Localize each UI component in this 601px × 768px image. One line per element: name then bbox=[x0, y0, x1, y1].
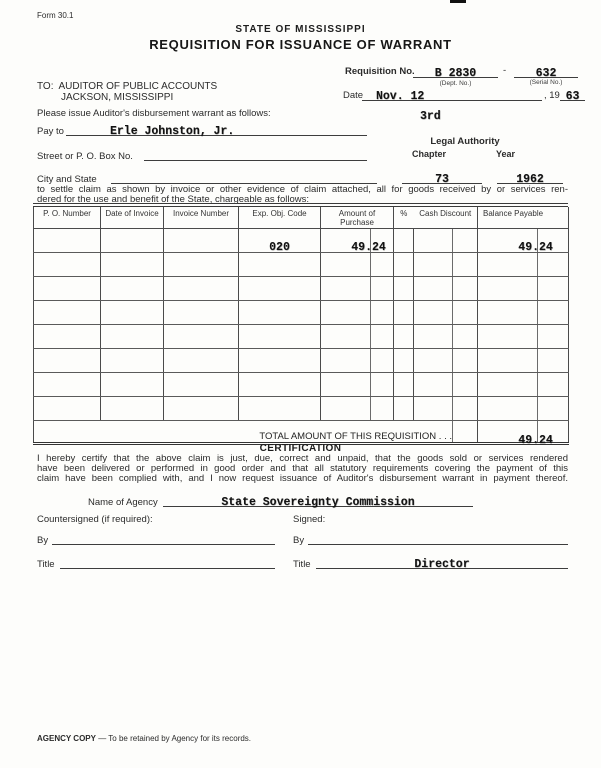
cell-po-number bbox=[34, 252, 101, 276]
cell-exp-obj-code bbox=[239, 300, 321, 324]
cell-date-of-invoice bbox=[101, 372, 164, 396]
instruction-text: Please issue Auditor's disbursement warrant as follows: bbox=[37, 108, 271, 119]
table-row bbox=[34, 324, 569, 348]
cell-percent bbox=[394, 348, 414, 372]
header-amount-of-purchase: Amount of Purchase bbox=[321, 207, 394, 228]
legal-year-value: 1962 bbox=[516, 173, 544, 186]
cell-discount-dollars bbox=[414, 252, 453, 276]
cell-percent bbox=[394, 300, 414, 324]
cell-amount-cents bbox=[371, 396, 394, 420]
pay-to-field bbox=[66, 120, 367, 136]
title-right-label: Title bbox=[293, 559, 311, 570]
city-state-field bbox=[111, 168, 377, 184]
serial-no-sublabel: (Serial No.) bbox=[529, 79, 563, 86]
table-row bbox=[34, 300, 569, 324]
cell-exp-obj-code bbox=[239, 324, 321, 348]
date-value: Nov. 12 bbox=[376, 90, 425, 103]
cell-amount-dollars bbox=[321, 396, 371, 420]
chapter-field bbox=[402, 167, 482, 184]
cell-invoice-number bbox=[164, 228, 239, 252]
cell-balance-dollars bbox=[478, 252, 538, 276]
cell-percent bbox=[394, 276, 414, 300]
settle-text-line1: to settle claim as shown by invoice or other evidence of claim attached, all for goods received by or services ren- bbox=[37, 184, 568, 195]
agency-copy-note bbox=[37, 734, 251, 743]
cell-balance-dollars bbox=[478, 300, 538, 324]
cell-amount-cents bbox=[371, 348, 394, 372]
signed-label: Signed: bbox=[293, 514, 326, 525]
title-left-label: Title bbox=[37, 559, 55, 570]
cell-balance-cents bbox=[538, 348, 569, 372]
cell-balance-cents bbox=[538, 300, 569, 324]
title-right-value: Director bbox=[414, 558, 470, 571]
cell-date-of-invoice bbox=[101, 228, 164, 252]
cell-value: 24 bbox=[539, 240, 553, 254]
cell-date-of-invoice bbox=[101, 252, 164, 276]
cell-exp-obj-code bbox=[239, 252, 321, 276]
cell-po-number bbox=[34, 372, 101, 396]
certification-line1: I hereby certify that the above claim is just, due, correct and unpaid, that the goods sold or services rendered bbox=[37, 453, 568, 464]
by-right-field bbox=[308, 529, 568, 545]
table-row bbox=[34, 396, 569, 420]
cell-discount-dollars bbox=[414, 276, 453, 300]
total-label: TOTAL AMOUNT OF THIS REQUISITION . . . bbox=[34, 420, 453, 443]
pay-to-label: Pay to bbox=[37, 126, 64, 137]
agency-copy-label: AGENCY COPY bbox=[37, 734, 96, 743]
cell-exp-obj-code bbox=[239, 372, 321, 396]
cell-discount-cents bbox=[453, 396, 478, 420]
cell-amount-dollars bbox=[321, 348, 371, 372]
claims-table bbox=[33, 207, 569, 445]
cell-po-number bbox=[34, 324, 101, 348]
cell-exp-obj-code bbox=[239, 228, 321, 252]
cell-discount-cents bbox=[453, 372, 478, 396]
addressee-line1: TO: AUDITOR OF PUBLIC ACCOUNTS bbox=[37, 81, 218, 92]
by-left-field bbox=[52, 529, 275, 545]
year-column-label: Year bbox=[496, 149, 516, 159]
cell-exp-obj-code bbox=[239, 396, 321, 420]
cell-balance-dollars bbox=[478, 276, 538, 300]
cell-date-of-invoice bbox=[101, 300, 164, 324]
street-label: Street or P. O. Box No. bbox=[37, 151, 133, 162]
cell-invoice-number bbox=[164, 396, 239, 420]
cell-discount-dollars bbox=[414, 396, 453, 420]
table-row bbox=[34, 276, 569, 300]
cell-balance-cents bbox=[538, 372, 569, 396]
cell-percent bbox=[394, 396, 414, 420]
by-left-label: By bbox=[37, 535, 49, 546]
cell-balance-cents bbox=[538, 276, 569, 300]
table-header-row bbox=[34, 207, 569, 228]
year-prefix-label: , 19 bbox=[544, 90, 560, 101]
cell-value: 49. bbox=[518, 240, 540, 254]
cell-value: 49. bbox=[351, 240, 372, 254]
date-label: Date bbox=[343, 90, 364, 101]
claims-table-body bbox=[34, 228, 569, 420]
cell-amount-cents bbox=[371, 252, 394, 276]
state-title: STATE OF MISSISSIPPI bbox=[235, 24, 366, 35]
pay-to-value: Erle Johnston, Jr. bbox=[110, 125, 235, 138]
dept-no-field bbox=[413, 62, 498, 78]
cell-discount-cents bbox=[453, 276, 478, 300]
serial-no-field bbox=[514, 62, 578, 78]
cell-discount-dollars bbox=[414, 372, 453, 396]
certification-heading: CERTIFICATION bbox=[259, 443, 342, 454]
cell-percent bbox=[394, 228, 414, 252]
scan-artifact bbox=[450, 0, 466, 3]
table-row bbox=[34, 252, 569, 276]
form-number: Form 30.1 bbox=[37, 11, 74, 20]
cell-amount-dollars bbox=[321, 228, 371, 252]
cell-discount-dollars bbox=[414, 324, 453, 348]
name-of-agency-value: State Sovereignty Commission bbox=[221, 496, 415, 509]
countersigned-label: Countersigned (if required): bbox=[37, 514, 153, 525]
city-state-label: City and State bbox=[37, 174, 97, 185]
cell-percent bbox=[394, 372, 414, 396]
table-row bbox=[34, 372, 569, 396]
cell-percent bbox=[394, 252, 414, 276]
chapter-value: 73 bbox=[435, 173, 449, 186]
header-exp-obj-code: Exp. Obj. Code bbox=[239, 207, 321, 228]
cell-balance-dollars bbox=[478, 348, 538, 372]
total-balance-cents: 24 bbox=[538, 420, 569, 443]
form-title: REQUISITION FOR ISSUANCE OF WARRANT bbox=[149, 37, 452, 52]
legal-authority-entry: 3rd bbox=[420, 110, 441, 123]
cell-invoice-number bbox=[164, 348, 239, 372]
cell-percent bbox=[394, 324, 414, 348]
requisition-no-label: Requisition No. bbox=[345, 66, 415, 77]
cell-value: 24 bbox=[372, 240, 386, 254]
total-row bbox=[34, 420, 569, 443]
total-filler-cell bbox=[453, 420, 478, 443]
total-balance-dollars: 49. bbox=[478, 420, 538, 443]
requisition-no-separator: - bbox=[503, 65, 507, 76]
name-of-agency-label: Name of Agency bbox=[88, 497, 158, 508]
addressee-line2: JACKSON, MISSISSIPPI bbox=[61, 92, 174, 103]
cell-discount-dollars bbox=[414, 228, 453, 252]
cell-po-number bbox=[34, 396, 101, 420]
table-row bbox=[34, 348, 569, 372]
cell-amount-dollars bbox=[321, 276, 371, 300]
title-left-field bbox=[60, 553, 275, 569]
serial-no-value: 632 bbox=[535, 67, 557, 80]
cell-po-number bbox=[34, 348, 101, 372]
cell-balance-dollars bbox=[478, 396, 538, 420]
cell-amount-cents bbox=[371, 372, 394, 396]
cell-date-of-invoice bbox=[101, 348, 164, 372]
cell-amount-cents bbox=[371, 324, 394, 348]
table-row bbox=[34, 228, 569, 252]
year-field bbox=[560, 85, 585, 101]
claims-table-wrap bbox=[33, 207, 569, 445]
header-invoice-number: Invoice Number bbox=[164, 207, 239, 228]
cell-discount-dollars bbox=[414, 300, 453, 324]
settle-text-line2: dered for the use and benefit of the State, chargeable as follows: bbox=[37, 194, 309, 205]
cell-invoice-number bbox=[164, 372, 239, 396]
cell-amount-cents bbox=[371, 300, 394, 324]
cell-invoice-number bbox=[164, 252, 239, 276]
cell-balance-dollars bbox=[478, 228, 538, 252]
cell-amount-dollars bbox=[321, 300, 371, 324]
cell-po-number bbox=[34, 276, 101, 300]
cell-invoice-number bbox=[164, 300, 239, 324]
agency-copy-text: — To be retained by Agency for its records. bbox=[95, 734, 252, 743]
dept-no-sublabel: (Dept. No.) bbox=[439, 80, 472, 87]
cell-date-of-invoice bbox=[101, 396, 164, 420]
cell-balance-cents bbox=[538, 228, 569, 252]
cell-discount-cents bbox=[453, 348, 478, 372]
by-right-label: By bbox=[293, 535, 305, 546]
year-value: 63 bbox=[565, 90, 580, 103]
cell-balance-cents bbox=[538, 396, 569, 420]
street-field bbox=[144, 145, 367, 161]
certification-line3: claim have been complied with, and I now request issuance of Auditor's disbursement warrant in payment thereof. bbox=[37, 473, 568, 484]
chapter-label: Chapter bbox=[412, 149, 447, 159]
cell-balance-cents bbox=[538, 324, 569, 348]
legal-authority-label: Legal Authority bbox=[430, 136, 500, 147]
header-po-number: P. O. Number bbox=[34, 207, 101, 228]
dept-no-value: B 2830 bbox=[434, 67, 477, 80]
cell-discount-dollars bbox=[414, 348, 453, 372]
cell-date-of-invoice bbox=[101, 276, 164, 300]
cell-po-number bbox=[34, 228, 101, 252]
cell-exp-obj-code bbox=[239, 276, 321, 300]
name-of-agency-field bbox=[163, 490, 473, 507]
header-cash-discount: Cash Discount bbox=[414, 207, 478, 228]
cell-exp-obj-code bbox=[239, 348, 321, 372]
cell-date-of-invoice bbox=[101, 324, 164, 348]
header-percent: % bbox=[394, 207, 414, 228]
cell-discount-cents bbox=[453, 300, 478, 324]
cell-invoice-number bbox=[164, 276, 239, 300]
title-right-field bbox=[316, 553, 568, 569]
cell-amount-dollars bbox=[321, 252, 371, 276]
cell-discount-cents bbox=[453, 228, 478, 252]
legal-year-field bbox=[497, 167, 563, 184]
cell-value: 020 bbox=[269, 240, 290, 254]
header-balance-payable: Balance Payable bbox=[478, 207, 569, 228]
header-date-of-invoice: Date of Invoice bbox=[101, 207, 164, 228]
date-field bbox=[362, 85, 542, 101]
cell-po-number bbox=[34, 300, 101, 324]
cell-balance-cents bbox=[538, 252, 569, 276]
cell-amount-dollars bbox=[321, 324, 371, 348]
cell-balance-dollars bbox=[478, 324, 538, 348]
cell-discount-cents bbox=[453, 252, 478, 276]
cell-amount-cents bbox=[371, 228, 394, 252]
cell-discount-cents bbox=[453, 324, 478, 348]
cell-balance-dollars bbox=[478, 372, 538, 396]
cell-invoice-number bbox=[164, 324, 239, 348]
cell-amount-cents bbox=[371, 276, 394, 300]
certification-line2: have been delivered or performed in good order and that all statutory requirements covering the payment of this bbox=[37, 463, 568, 474]
cell-amount-dollars bbox=[321, 372, 371, 396]
